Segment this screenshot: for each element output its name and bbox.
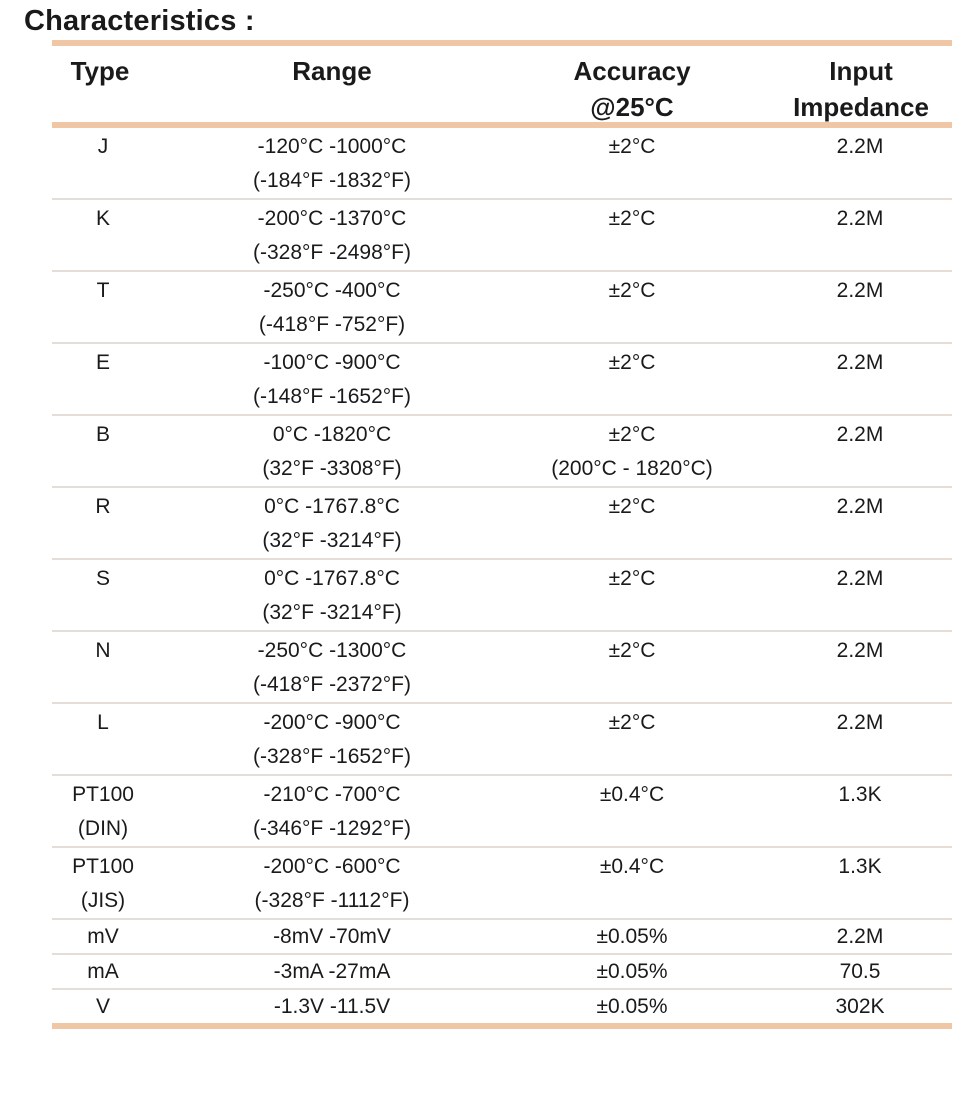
cell-range-line: -8mV -70mV [273, 925, 391, 948]
table-row [52, 128, 952, 198]
cell-range [162, 418, 502, 486]
cell-type [52, 634, 162, 668]
table-row [52, 955, 952, 988]
cell-type [52, 706, 162, 740]
table-row [52, 200, 952, 270]
cell-range [162, 921, 502, 952]
cell-type [52, 202, 162, 236]
cell-accuracy [502, 991, 762, 1022]
cell-accuracy-line: ±0.05% [596, 995, 668, 1018]
cell-range [162, 202, 502, 270]
cell-impedance [762, 956, 952, 987]
cell-range [162, 274, 502, 342]
cell-range-line: (-418°F -752°F) [258, 313, 406, 336]
cell-type-line: T [96, 279, 110, 302]
cell-accuracy-line: ±2°C [608, 639, 656, 662]
cell-range [162, 778, 502, 846]
cell-impedance [762, 562, 952, 596]
cell-type [52, 490, 162, 524]
cell-impedance [762, 850, 952, 884]
cell-impedance [762, 991, 952, 1022]
cell-type [52, 130, 162, 164]
cell-impedance-line: 2.2M [836, 925, 884, 948]
page-title: Characteristics : [24, 5, 255, 37]
cell-range-line: (-328°F -1112°F) [254, 889, 410, 912]
cell-range [162, 130, 502, 198]
header-impedance-sublabel: Impedance [793, 92, 929, 122]
cell-type [52, 346, 162, 380]
header-accuracy-label: Accuracy [573, 56, 691, 86]
cell-range-line: -250°C -1300°C [257, 639, 407, 662]
cell-range-line: -250°C -400°C [263, 279, 401, 302]
cell-accuracy-line: (200°C - 1820°C) [551, 457, 713, 480]
cell-impedance [762, 418, 952, 452]
cell-accuracy [502, 346, 762, 380]
cell-impedance-line: 1.3K [838, 855, 882, 878]
cell-impedance [762, 778, 952, 812]
cell-accuracy-line: ±2°C [608, 495, 656, 518]
cell-impedance [762, 274, 952, 308]
cell-type-line: PT100 [72, 783, 134, 806]
cell-range-line: -200°C -1370°C [257, 207, 407, 230]
cell-type [52, 991, 162, 1022]
cell-type-line: (DIN) [77, 817, 129, 840]
cell-range-line: 0°C -1767.8°C [264, 567, 400, 590]
cell-range-line: -1.3V -11.5V [273, 995, 391, 1018]
characteristics-table [52, 40, 952, 1029]
table-row [52, 920, 952, 953]
cell-type-line: V [95, 995, 110, 1018]
header-accuracy-sublabel: @25°C [590, 92, 674, 122]
cell-range-line: 0°C -1767.8°C [264, 495, 400, 518]
cell-type-line: J [97, 135, 109, 158]
cell-accuracy [502, 634, 762, 668]
cell-impedance-line: 2.2M [836, 639, 884, 662]
cell-impedance [762, 921, 952, 952]
table-header-row [52, 46, 952, 122]
header-range [162, 53, 502, 89]
cell-type-line: (JIS) [80, 889, 126, 912]
cell-type [52, 956, 162, 987]
cell-range-line: (32°F -3308°F) [262, 457, 402, 480]
cell-range-line: -100°C -900°C [263, 351, 401, 374]
table-row [52, 704, 952, 774]
header-impedance [762, 53, 952, 125]
table-bottom-rule [52, 1023, 952, 1029]
cell-type [52, 274, 162, 308]
cell-accuracy [502, 562, 762, 596]
cell-range-line: (-148°F -1652°F) [252, 385, 411, 408]
table-body [52, 128, 952, 1023]
cell-impedance-line: 2.2M [836, 495, 884, 518]
cell-type-line: S [95, 567, 110, 590]
cell-accuracy-line: ±2°C [608, 351, 656, 374]
cell-impedance-line: 2.2M [836, 207, 884, 230]
cell-impedance-line: 2.2M [836, 279, 884, 302]
cell-type [52, 418, 162, 452]
cell-impedance-line: 2.2M [836, 135, 884, 158]
header-type-label: Type [70, 56, 130, 86]
cell-range-line: -210°C -700°C [263, 783, 401, 806]
cell-impedance-line: 1.3K [838, 783, 882, 806]
cell-impedance [762, 706, 952, 740]
cell-accuracy [502, 778, 762, 812]
cell-accuracy-line: ±2°C [608, 279, 656, 302]
cell-impedance-line: 302K [835, 995, 885, 1018]
cell-impedance [762, 130, 952, 164]
cell-impedance [762, 346, 952, 380]
cell-accuracy [502, 490, 762, 524]
cell-accuracy-line: ±2°C [608, 135, 656, 158]
cell-accuracy-line: ±2°C [608, 567, 656, 590]
cell-range-line: -200°C -600°C [263, 855, 401, 878]
cell-type [52, 562, 162, 596]
cell-type-line: B [95, 423, 110, 446]
cell-range [162, 956, 502, 987]
cell-range-line: -120°C -1000°C [257, 135, 407, 158]
cell-range-line: (-328°F -1652°F) [252, 745, 411, 768]
cell-range-line: (-346°F -1292°F) [252, 817, 411, 840]
cell-accuracy [502, 274, 762, 308]
cell-range-line: 0°C -1820°C [272, 423, 392, 446]
cell-impedance [762, 202, 952, 236]
cell-range-line: -3mA -27mA [273, 960, 391, 983]
cell-accuracy [502, 956, 762, 987]
cell-range [162, 706, 502, 774]
cell-impedance-line: 70.5 [839, 960, 881, 983]
table-row [52, 272, 952, 342]
table-row [52, 632, 952, 702]
header-type [52, 53, 162, 89]
cell-range-line: (-184°F -1832°F) [252, 169, 411, 192]
cell-type-line: mA [87, 960, 119, 983]
table-row [52, 776, 952, 846]
header-impedance-label: Input [829, 56, 893, 86]
header-accuracy [502, 53, 762, 125]
table-row [52, 488, 952, 558]
table-row [52, 848, 952, 918]
cell-type-line: E [95, 351, 110, 374]
table-row [52, 416, 952, 486]
cell-accuracy [502, 202, 762, 236]
cell-type-line: PT100 [72, 855, 134, 878]
cell-impedance [762, 490, 952, 524]
cell-impedance [762, 634, 952, 668]
cell-impedance-line: 2.2M [836, 567, 884, 590]
cell-range [162, 991, 502, 1022]
cell-type [52, 778, 162, 846]
cell-accuracy [502, 418, 762, 486]
cell-range-line: -200°C -900°C [263, 711, 401, 734]
cell-range-line: (-328°F -2498°F) [252, 241, 411, 264]
cell-accuracy-line: ±0.4°C [599, 855, 665, 878]
table-row [52, 344, 952, 414]
header-range-label: Range [292, 56, 372, 86]
cell-accuracy-line: ±2°C [608, 423, 656, 446]
cell-accuracy [502, 921, 762, 952]
table-row [52, 990, 952, 1023]
cell-range-line: (32°F -3214°F) [262, 601, 402, 624]
table-row [52, 560, 952, 630]
cell-accuracy [502, 850, 762, 884]
cell-impedance-line: 2.2M [836, 351, 884, 374]
cell-range [162, 634, 502, 702]
cell-type-line: K [95, 207, 110, 230]
cell-accuracy-line: ±0.05% [596, 925, 668, 948]
cell-range [162, 490, 502, 558]
cell-range-line: (32°F -3214°F) [262, 529, 402, 552]
cell-accuracy-line: ±0.4°C [599, 783, 665, 806]
cell-accuracy-line: ±2°C [608, 207, 656, 230]
cell-range [162, 562, 502, 630]
cell-accuracy [502, 130, 762, 164]
cell-accuracy-line: ±2°C [608, 711, 656, 734]
cell-type-line: L [97, 711, 109, 734]
cell-range [162, 850, 502, 918]
cell-range-line: (-418°F -2372°F) [252, 673, 411, 696]
cell-accuracy-line: ±0.05% [596, 960, 668, 983]
cell-impedance-line: 2.2M [836, 711, 884, 734]
cell-type-line: N [95, 639, 111, 662]
cell-type [52, 850, 162, 918]
cell-range [162, 346, 502, 414]
cell-type-line: mV [87, 925, 119, 948]
cell-type-line: R [95, 495, 111, 518]
cell-type [52, 921, 162, 952]
cell-accuracy [502, 706, 762, 740]
cell-impedance-line: 2.2M [836, 423, 884, 446]
